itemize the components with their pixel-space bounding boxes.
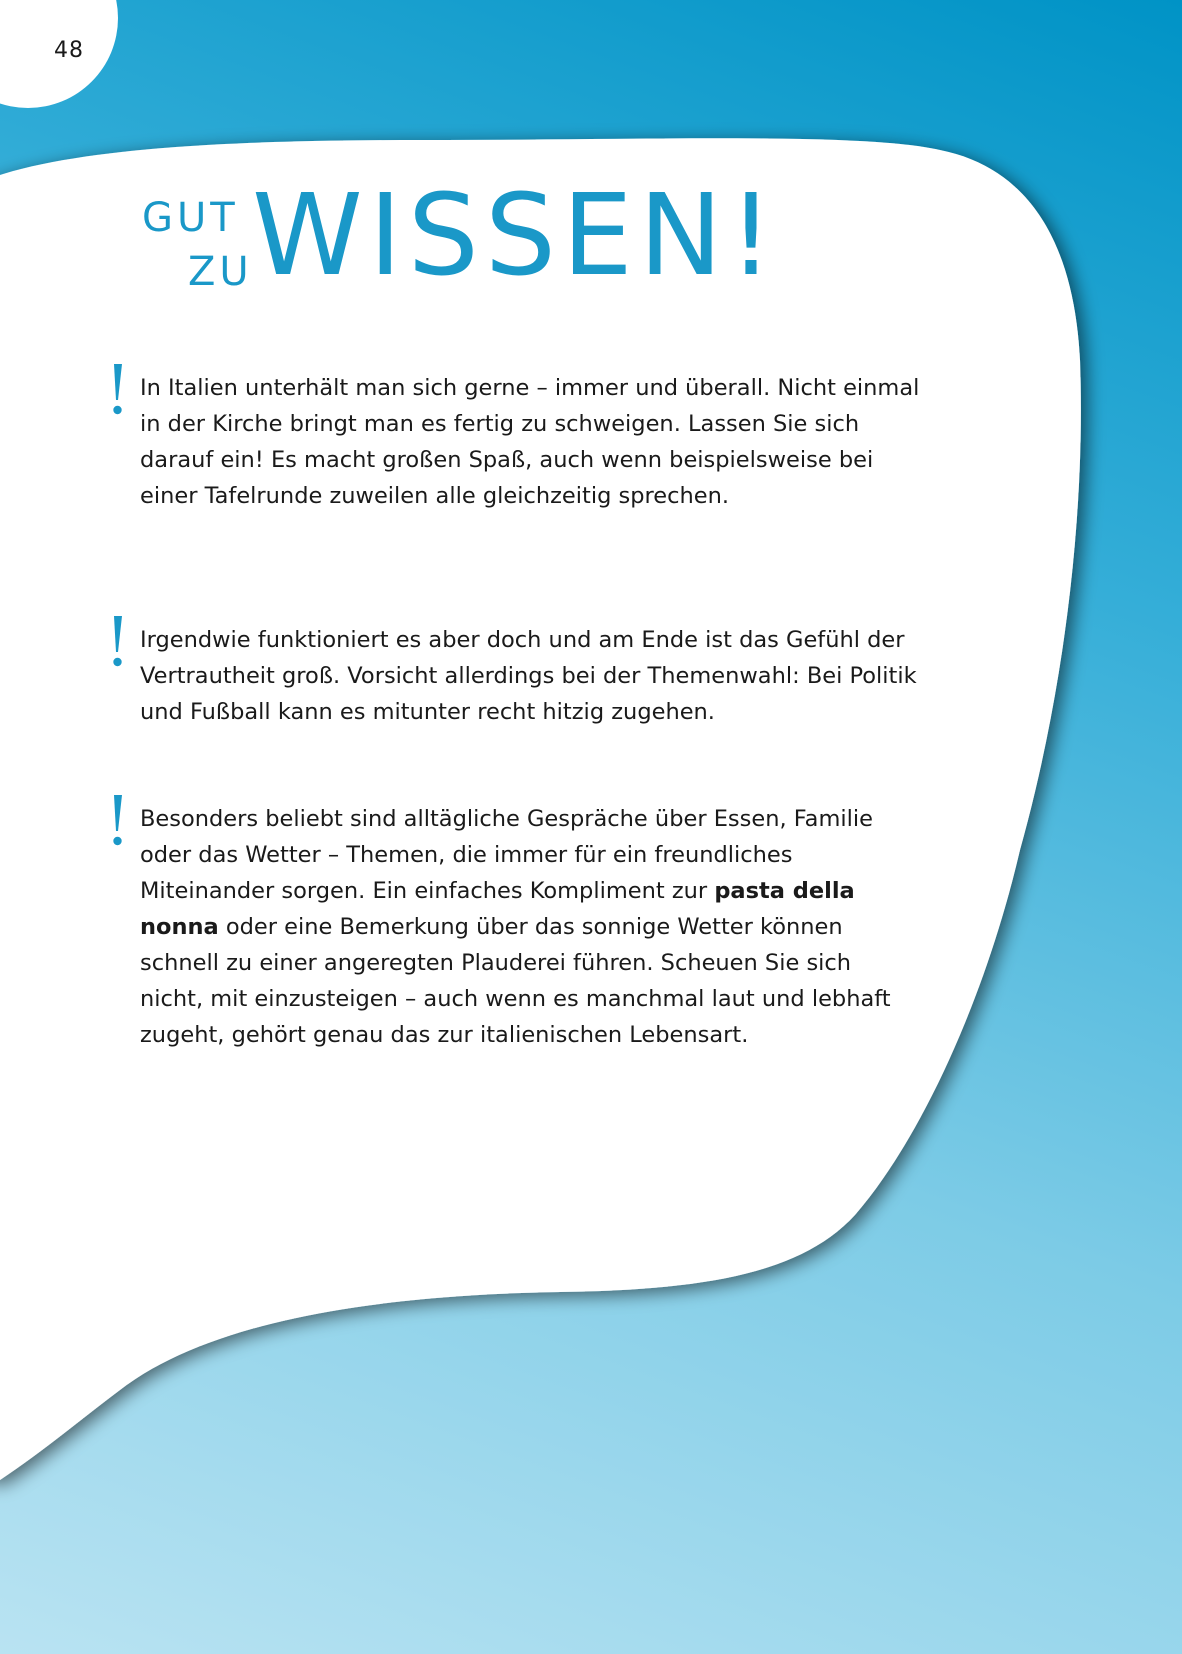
- exclamation-icon: [107, 793, 127, 849]
- tip-paragraph-1: [140, 370, 920, 514]
- exclamation-icon: [107, 362, 127, 418]
- page-number: 48: [54, 38, 84, 63]
- tip-text-before: Besonders beliebt sind alltägliche Gespräche über Essen, Familie oder das Wetter – Themen, die immer für ein freundliches Miteinander sorgen. Ein einfaches Kompliment zur: [140, 806, 873, 904]
- tip-text-bold: pasta della nonna: [140, 878, 855, 940]
- tip-paragraph-3: [140, 801, 920, 1053]
- tip-text: Irgendwie funktioniert es aber doch und am Ende ist das Gefühl der Vertrautheit groß. Vorsicht allerdings bei der Themenwahl: Bei Politik und Fußball kann es mitunter recht hitzig zugehen.: [140, 627, 917, 725]
- tip-text: In Italien unterhält man sich gerne – immer und überall. Nicht einmal in der Kirche bringt man es fertig zu schweigen. Lassen Sie sich darauf ein! Es macht großen Spaß, auch wenn beispielsweise bei einer Tafelrunde zuweilen alle gleichzeitig sprechen.: [140, 375, 920, 509]
- tip-paragraph-2: [140, 622, 920, 730]
- tip-text-after: oder eine Bemerkung über das sonnige Wetter können schnell zu einer angeregten Plauderei führen. Scheuen Sie sich nicht, mit einzusteigen – auch wenn es manchmal laut und lebhaft zugeht, gehört genau das zur italienischen Lebensart.: [140, 914, 891, 1048]
- title-main: WISSEN!: [252, 171, 780, 301]
- title-gut: GUT: [142, 195, 239, 241]
- title-zu: ZU: [188, 249, 253, 295]
- exclamation-icon: [107, 614, 127, 670]
